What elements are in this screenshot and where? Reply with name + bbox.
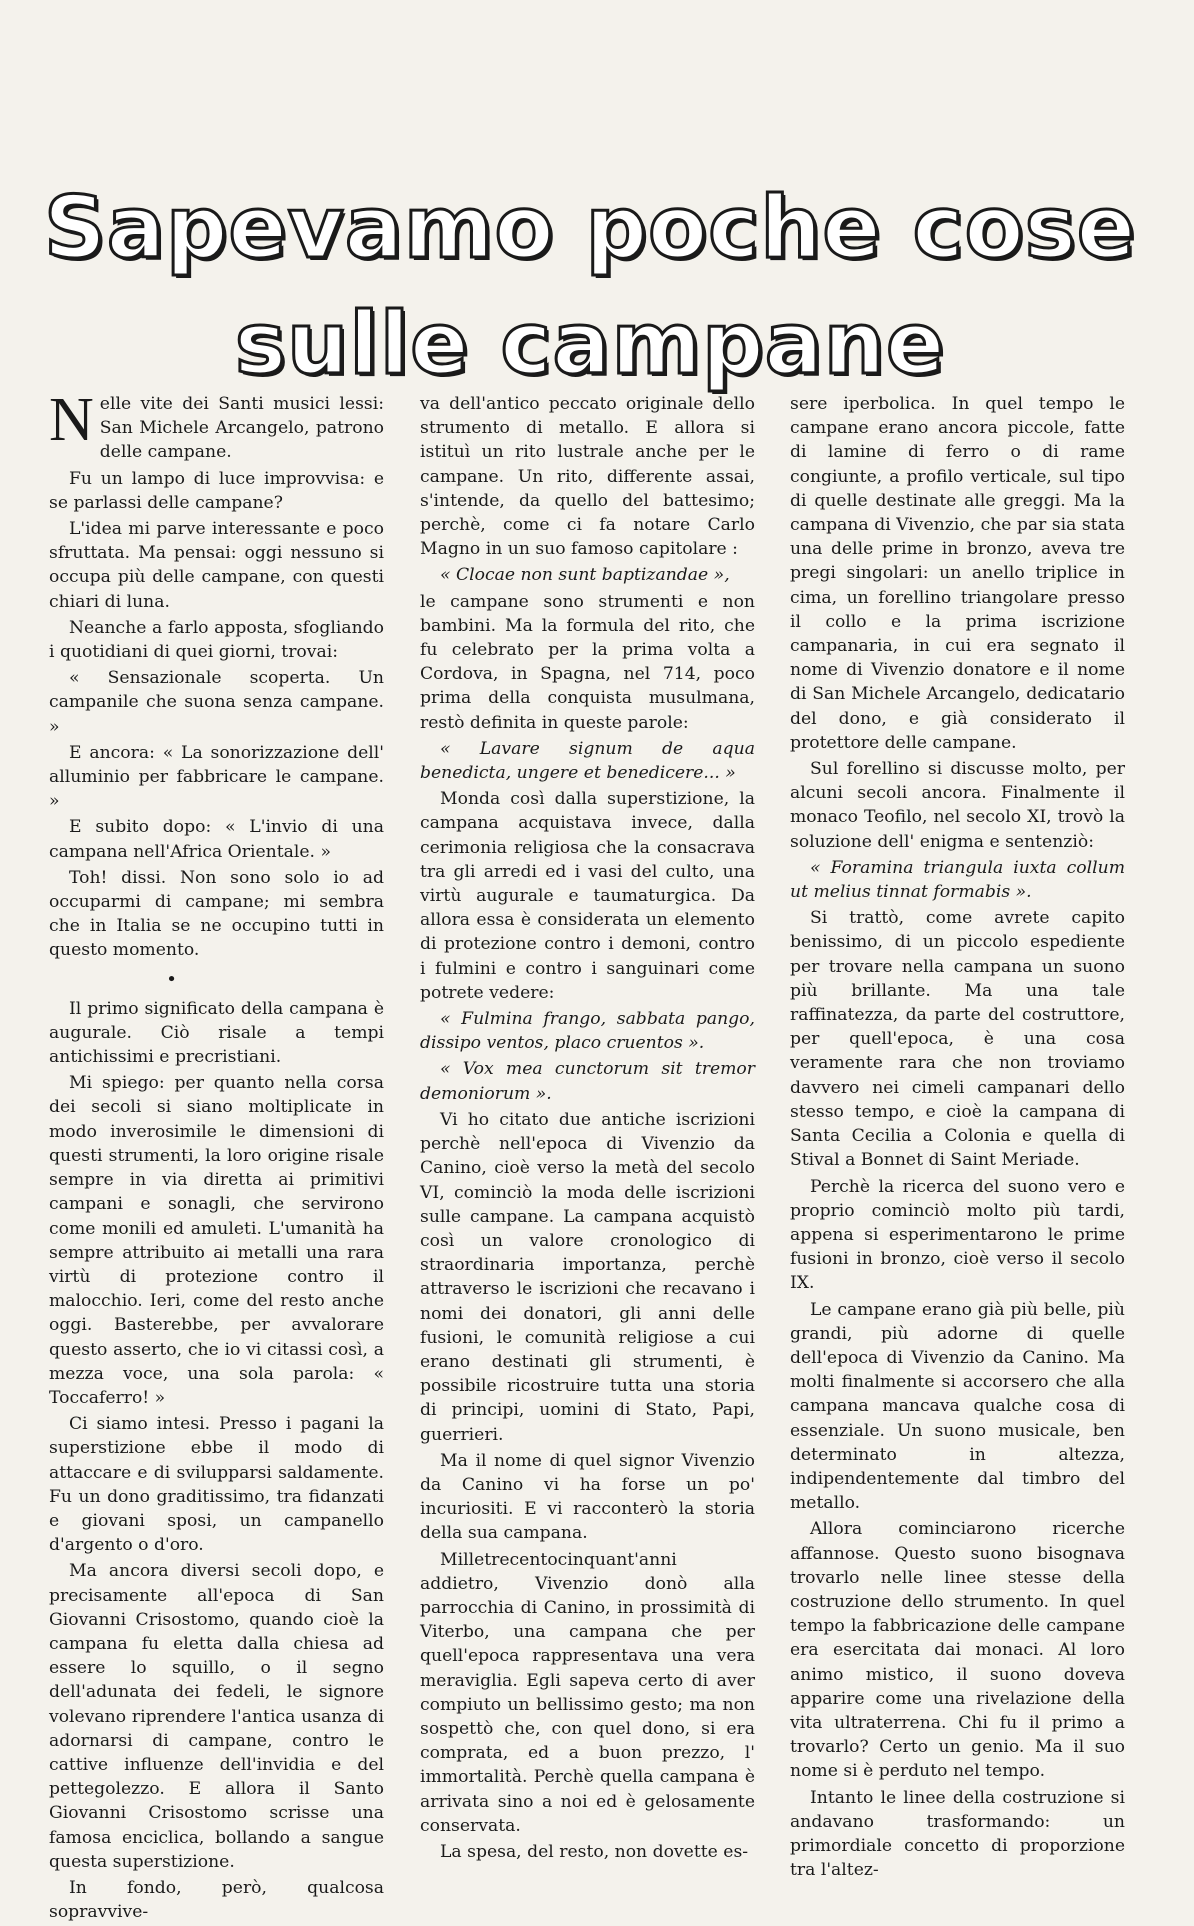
paragraph: Sul forellino si discusse molto, per alcuni secoli ancora. Finalmente il monaco Teofilo, nel secolo XI, trovò la soluzione dell' enigma e sentenziò: bbox=[790, 759, 1125, 852]
drop-cap: N bbox=[49, 386, 94, 454]
paragraph: va dell'antico peccato originale dello strumento di metallo. E allora si istituì un rito lustrale anche per le campane. Un rito, differente assai, s'intende, da quello del battesimo; perchè, come ci fa notare Carlo Magno in un suo famoso capitolare : bbox=[420, 394, 755, 560]
latin-quote: « Fulmina frango, sabbata pango, dissipo ventos, placo cruentos ». bbox=[420, 1009, 755, 1054]
paragraph bbox=[49, 386, 384, 465]
article-title bbox=[40, 170, 1140, 402]
paragraph: In fondo, però, qualcosa sopravvive- bbox=[49, 1877, 384, 1923]
paragraph: Vi ho citato due antiche iscrizioni perchè nell'epoca di Vivenzio da Canino, cioè verso la metà del secolo VI, cominciò la moda delle iscrizioni sulle campane. La campana acquistò così un valore cronologico di straordinaria importanza, perchè attraverso le iscrizioni che recavano i nomi dei donatori, gli anni delle fusioni, le comunità religiose a cui erano destinati gli strumenti, è possibile ricostruire tutta una storia di principi, uomini di Stato, Papi, guerrieri. bbox=[420, 1109, 755, 1445]
paragraph: Neanche a farlo apposta, sfogliando i quotidiani di quei giorni, trovai: bbox=[49, 617, 384, 663]
title-line-1: Sapevamo poche cose bbox=[43, 177, 1137, 278]
paragraph: Perchè la ricerca del suono vero e proprio cominciò molto più tardi, appena si esperimentarono le prime fusioni in bronzo, cioè verso il secolo IX. bbox=[790, 1176, 1125, 1294]
paragraph: Toh! dissi. Non sono solo io ad occuparmi di campane; mi sembra che in Italia se ne occupino tutti in questo momento. bbox=[49, 867, 384, 961]
section-separator: • bbox=[166, 968, 177, 990]
latin-quote: « Clocae non sunt baptizandae », bbox=[440, 565, 730, 586]
article-column-2 bbox=[420, 392, 755, 1866]
paragraph: Intanto le linee della costruzione si andavano trasformando: un primordiale concetto di proporzione tra l'altez- bbox=[790, 1787, 1125, 1881]
paragraph: Milletrecentocinquant'anni addietro, Vivenzio donò alla parrocchia di Canino, in prossimità di Viterbo, una campana che per quell'epoca rappresentava una vera meraviglia. Egli sapeva certo di aver compiuto un bellissimo gesto; ma non sospettò che, con quel dono, si era comprata, ed a buon prezzo, l' immortalità. Perchè quella campana è arrivata sino a noi ed è gelosamente conservata. bbox=[420, 1549, 755, 1836]
paragraph: E ancora: « La sonorizzazione dell' alluminio per fabbricare le campane. » bbox=[49, 742, 384, 812]
paragraph: Ma ancora diversi secoli dopo, e precisamente all'epoca di San Giovanni Crisostomo, quando cioè la campana fu eletta dalla chiesa ad essere lo squillo, o il segno dell'adunata dei fedeli, le signore volevano riprendere l'antica usanza di adornarsi di campane, contro le cattive influenze dell'invidia e del pettegolezzo. E allora il Santo Giovanni Crisostomo scrisse una famosa enciclica, bollando a sangue questa superstizione. bbox=[49, 1561, 384, 1872]
article-column-3 bbox=[790, 392, 1125, 1884]
paragraph: le campane sono strumenti e non bambini. Ma la formula del rito, che fu celebrato per la prima volta a Cordova, in Spagna, nel 714, poco prima della conquista musulmana, restò definita in queste parole: bbox=[420, 591, 755, 733]
paragraph-text: elle vite dei Santi musici lessi: San Michele Arcangelo, patrono delle campane. bbox=[99, 394, 384, 463]
latin-quote: « Foramina triangula iuxta collum ut melius tinnat formabis ». bbox=[790, 857, 1125, 903]
paragraph: sere iperbolica. In quel tempo le campane erano ancora piccole, fatte di lamine di ferro o di rame congiunte, a profilo verticale, sul tipo di quelle destinate alle greggi. Ma la campana di Vivenzio, che par sia stata una delle prime in bronzo, aveva tre pregi singolari: un anello triplice in cima, un forellino triangolare presso il collo e la prima iscrizione campanaria, in cui era segnato il nome di Vivenzio donatore e il nome di San Michele Arcangelo, dedicatario del dono, e già considerato il protettore delle campane. bbox=[790, 394, 1125, 753]
paragraph: « Sensazionale scoperta. Un campanile che suona senza campane. » bbox=[49, 668, 384, 737]
paragraph: Mi spiego: per quanto nella corsa dei secoli si siano moltiplicate in modo inverosimile le dimensioni di questi strumenti, la loro origine risale sempre in via diretta ai primitivi campani e sonagli, che servirono come monili ed amuleti. L'umanità ha sempre attribuito ai metalli una rara virtù di protezione contro il malocchio. Ieri, come del resto anche oggi. Basterebbe, per avvalorare questo asserto, che io vi citassi così, a mezza voce, una sola parola: « Toccaferro! » bbox=[49, 1073, 384, 1408]
title-line-2: sulle campane bbox=[234, 293, 946, 394]
paragraph: Fu un lampo di luce improvvisa: e se parlassi delle campane? bbox=[49, 468, 384, 513]
article-column-1 bbox=[49, 386, 384, 1926]
paragraph: Le campane erano già più belle, più grandi, più adorne di quelle dell'epoca di Vivenzio da Canino. Ma molti finalmente si accorsero che alla campana mancava qualche cosa di essenziale. Un suono musicale, ben determinato in altezza, indipendentemente dal timbro del metallo. bbox=[790, 1299, 1125, 1514]
paragraph: L'idea mi parve interessante e poco sfruttata. Ma pensai: oggi nessuno si occupa più delle campane, con questi chiari di luna. bbox=[49, 519, 384, 612]
paragraph: Ma il nome di quel signor Vivenzio da Canino vi ha forse un po' incuriositi. E vi racconterò la storia della sua campana. bbox=[420, 1450, 755, 1544]
paragraph: La spesa, del resto, non dovette es- bbox=[440, 1841, 749, 1862]
paragraph: Monda così dalla superstizione, la campana acquistava invece, dalla cerimonia religiosa che la consacrava tra gli arredi ed i vasi del culto, una virtù augurale e taumaturgica. Da allora essa è considerata un elemento di protezione contro i demoni, contro i fulmini e contro i sanguinari come potrete vedere: bbox=[420, 789, 755, 1003]
paragraph: Si trattò, come avrete capito benissimo, di un piccolo espediente per trovare nella campana un suono più brillante. Ma una tale raffinatezza, da parte del costruttore, per quell'epoca, è una cosa veramente rara che non troviamo davvero nei cimeli campanari dello stesso tempo, e cioè la campana di Santa Cecilia a Colonia e quella di Stival a Bonnet di Saint Meriade. bbox=[790, 908, 1125, 1171]
paragraph: Il primo significato della campana è augurale. Ciò risale a tempi antichissimi e precristiani. bbox=[49, 998, 384, 1068]
latin-quote: « Lavare signum de aqua benedicta, ungere et benedicere... » bbox=[420, 738, 755, 784]
paragraph: E subito dopo: « L'invio di una campana nell'Africa Orientale. » bbox=[49, 817, 384, 862]
paragraph: Allora cominciarono ricerche affannose. Questo suono bisognava trovarlo nelle linee stesse della costruzione dello strumento. In quel tempo la fabbricazione delle campane era esercitata dai monaci. Al loro animo mistico, il suono doveva apparire come una rivelazione della vita ultraterrena. Chi fu il primo a trovarlo? Certo un genio. Ma il suo nome si è perduto nel tempo. bbox=[790, 1519, 1125, 1782]
latin-quote: « Vox mea cunctorum sit tremor demoniorum ». bbox=[420, 1059, 755, 1104]
paragraph: Ci siamo intesi. Presso i pagani la superstizione ebbe il modo di attaccare e di svilupparsi saldamente. Fu un dono graditissimo, tra fidanzati e giovani sposi, un campanello d'argento o d'oro. bbox=[49, 1414, 384, 1556]
